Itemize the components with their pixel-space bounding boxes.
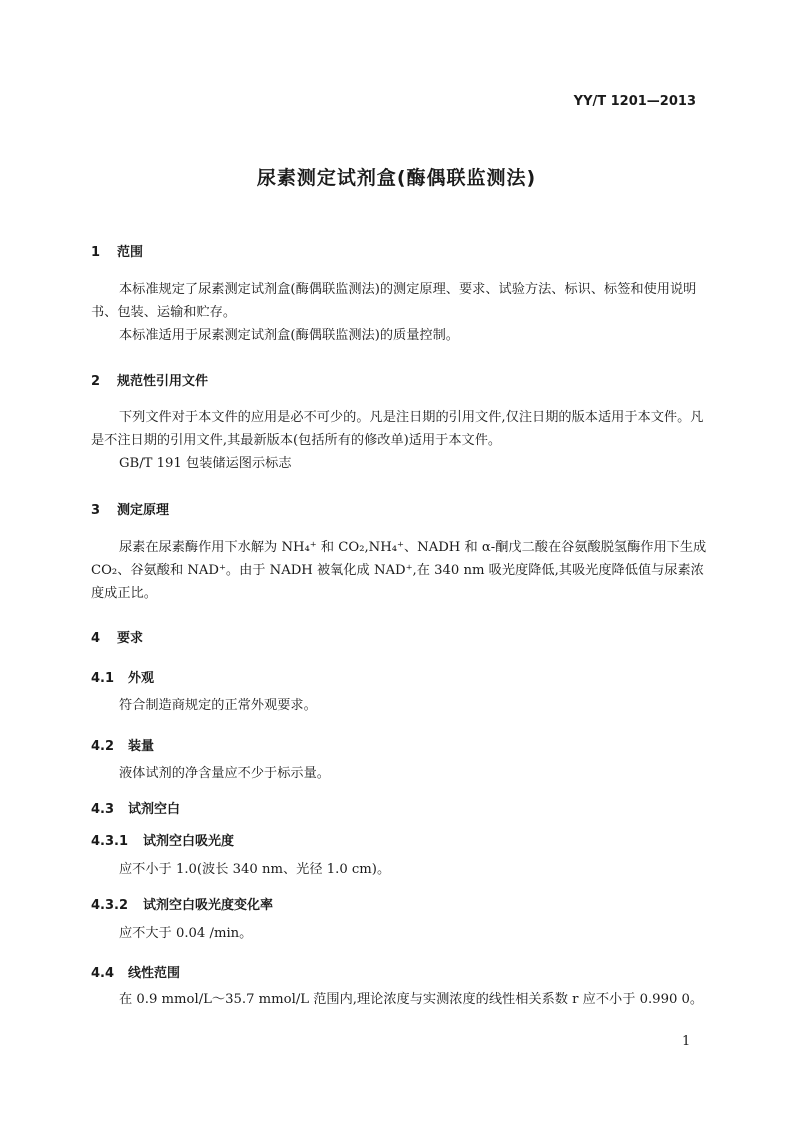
- paragraph: 符合制造商规定的正常外观要求。: [119, 698, 317, 713]
- subsection-heading: [91, 894, 273, 913]
- document-title: 尿素测定试剂盒(酶偶联监测法): [256, 167, 537, 189]
- paragraph: 应不小于 1.0(波长 340 nm、光径 1.0 cm)。: [119, 862, 391, 877]
- section-number: 4: [91, 631, 101, 646]
- subsection-number: 4.3: [91, 802, 115, 817]
- subsection-title: 试剂空白吸光度变化率: [143, 898, 274, 913]
- section-number: 1: [91, 245, 101, 260]
- standard-code: YY/T 1201—2013: [573, 94, 696, 109]
- subsection-heading: [91, 830, 234, 849]
- section-title: 测定原理: [117, 503, 170, 518]
- paragraph: 尿素在尿素酶作用下水解为 NH₄⁺ 和 CO₂,NH₄⁺、NADH 和 α-酮戊二酸在谷氨酸脱氢酶作用下生成 CO₂、谷氨酸和 NAD⁺。由于 NADH 被氧化成 NAD⁺,在 340 nm 吸光度降低,其吸光度降低值与尿素浓度成正比。: [91, 540, 707, 601]
- paragraph: 下列文件对于本文件的应用是必不可少的。凡是注日期的引用文件,仅注日期的版本适用于本文件。凡是不注日期的引用文件,其最新版本(包括所有的修改单)适用于本文件。: [91, 410, 704, 448]
- subsection-number: 4.2: [91, 739, 115, 754]
- paragraph: 在 0.9 mmol/L～35.7 mmol/L 范围内,理论浓度与实测浓度的线性相关系数 r 应不小于 0.990 0。: [119, 992, 704, 1007]
- subsection-title: 试剂空白: [128, 802, 181, 817]
- section-number: 2: [91, 374, 101, 389]
- subsection-heading: [91, 735, 154, 754]
- subsection-title: 外观: [128, 671, 155, 686]
- section-heading: [91, 627, 143, 646]
- subsection-title: 线性范围: [128, 966, 181, 981]
- subsection-title: 试剂空白吸光度: [143, 834, 235, 849]
- section-title: 范围: [117, 245, 144, 260]
- subsection-title: 装量: [128, 739, 155, 754]
- subsection-heading: [91, 667, 154, 686]
- subsection-heading: [91, 962, 180, 981]
- subsection-number: 4.3.2: [91, 898, 129, 913]
- paragraph: 本标准适用于尿素测定试剂盒(酶偶联监测法)的质量控制。: [119, 328, 459, 343]
- reference-item: GB/T 191 包装储运图示标志: [119, 456, 292, 471]
- section-heading: [91, 370, 208, 389]
- section-number: 3: [91, 503, 101, 518]
- subsection-number: 4.3.1: [91, 834, 129, 849]
- section-title: 要求: [117, 631, 144, 646]
- paragraph: 本标准规定了尿素测定试剂盒(酶偶联监测法)的测定原理、要求、试验方法、标识、标签和使用说明书、包装、运输和贮存。: [91, 282, 697, 320]
- section-heading: [91, 499, 169, 518]
- paragraph: 液体试剂的净含量应不少于标示量。: [119, 766, 330, 781]
- section-heading: [91, 241, 143, 260]
- subsection-number: 4.1: [91, 671, 115, 686]
- page-number: 1: [682, 1034, 691, 1049]
- subsection-number: 4.4: [91, 966, 115, 981]
- section-title: 规范性引用文件: [117, 374, 209, 389]
- paragraph: 应不大于 0.04 /min。: [119, 926, 253, 941]
- subsection-heading: [91, 798, 180, 817]
